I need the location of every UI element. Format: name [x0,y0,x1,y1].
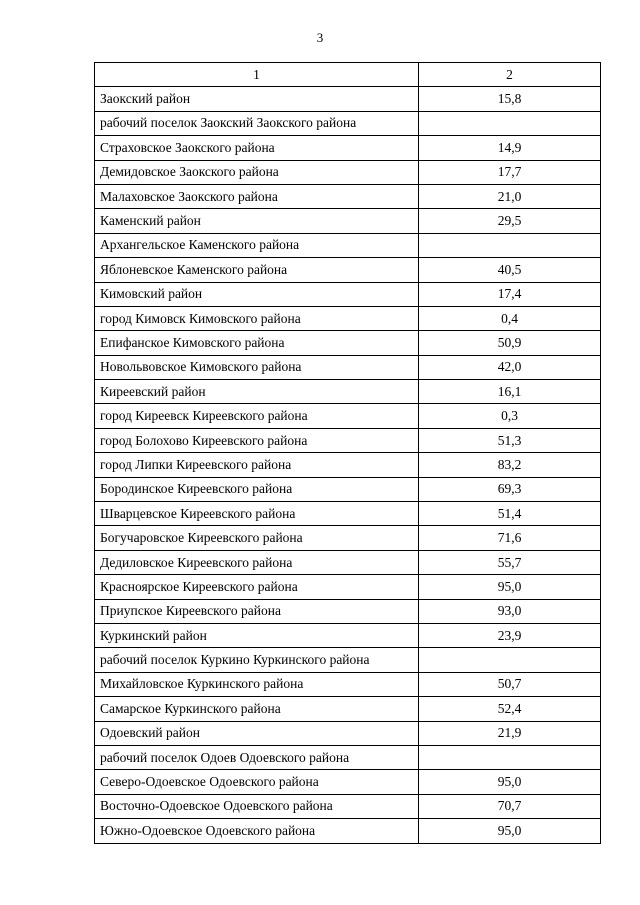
value-cell [419,111,601,135]
municipality-name-cell: рабочий поселок Одоев Одоевского района [95,745,419,769]
table-row [95,282,601,306]
municipality-name-cell: Заокский район [95,87,419,111]
page-number: 3 [316,30,324,45]
table-row [95,355,601,379]
table-row [95,502,601,526]
municipality-name-cell: Епифанское Кимовского района [95,331,419,355]
table-row [95,623,601,647]
municipality-name-cell: Яблоневское Каменского района [95,258,419,282]
value-cell: 51,3 [419,428,601,452]
value-cell: 50,7 [419,672,601,696]
value-cell: 29,5 [419,209,601,233]
table-row [95,745,601,769]
table-row [95,575,601,599]
municipality-name-cell: Северо-Одоевское Одоевского района [95,770,419,794]
municipality-name-cell: Шварцевское Киреевского района [95,502,419,526]
table-row [95,477,601,501]
value-cell: 71,6 [419,526,601,550]
value-cell: 23,9 [419,623,601,647]
municipality-name-cell: Бородинское Киреевского района [95,477,419,501]
municipality-name-cell: Киреевский район [95,380,419,404]
value-cell: 83,2 [419,453,601,477]
value-cell: 50,9 [419,331,601,355]
table-row [95,331,601,355]
municipality-name-cell: Малаховское Заокского района [95,184,419,208]
table-row [95,380,601,404]
municipality-name-cell: Куркинский район [95,623,419,647]
value-cell: 70,7 [419,794,601,818]
value-cell: 52,4 [419,697,601,721]
table-row [95,160,601,184]
municipality-name-cell: город Кимовск Кимовского района [95,306,419,330]
value-cell: 95,0 [419,770,601,794]
value-cell: 42,0 [419,355,601,379]
table-row [95,794,601,818]
value-cell: 16,1 [419,380,601,404]
table-row [95,672,601,696]
value-cell [419,233,601,257]
municipality-name-cell: Новольвовское Кимовского района [95,355,419,379]
column-header-2: 2 [419,63,601,87]
table-row [95,111,601,135]
table-row [95,184,601,208]
municipality-name-cell: Восточно-Одоевское Одоевского района [95,794,419,818]
table-row [95,453,601,477]
municipality-name-cell: Каменский район [95,209,419,233]
table-row [95,233,601,257]
table-row [95,428,601,452]
table-row [95,87,601,111]
value-cell: 0,3 [419,404,601,428]
value-cell: 95,0 [419,575,601,599]
column-header-1: 1 [95,63,419,87]
municipality-name-cell: город Липки Киреевского района [95,453,419,477]
municipality-name-cell: Одоевский район [95,721,419,745]
municipality-name-cell: Дедиловское Киреевского района [95,550,419,574]
value-cell: 55,7 [419,550,601,574]
value-cell [419,648,601,672]
municipality-name-cell: рабочий поселок Куркино Куркинского района [95,648,419,672]
table-row [95,819,601,843]
value-cell: 21,9 [419,721,601,745]
table-row [95,599,601,623]
municipality-name-cell: Богучаровское Киреевского района [95,526,419,550]
table-row [95,648,601,672]
value-cell: 14,9 [419,136,601,160]
municipality-name-cell: Кимовский район [95,282,419,306]
municipality-name-cell: Страховское Заокского района [95,136,419,160]
table-row [95,258,601,282]
value-cell: 17,7 [419,160,601,184]
municipality-name-cell: Архангельское Каменского района [95,233,419,257]
header-row [95,63,601,87]
table-row [95,209,601,233]
value-cell: 17,4 [419,282,601,306]
value-cell: 95,0 [419,819,601,843]
value-cell: 51,4 [419,502,601,526]
value-cell: 15,8 [419,87,601,111]
value-cell: 21,0 [419,184,601,208]
value-cell: 40,5 [419,258,601,282]
table-row [95,136,601,160]
municipality-name-cell: Красноярское Киреевского района [95,575,419,599]
table-row [95,526,601,550]
table-row [95,404,601,428]
municipality-name-cell: Самарское Куркинского района [95,697,419,721]
value-cell: 0,4 [419,306,601,330]
municipality-name-cell: рабочий поселок Заокский Заокского района [95,111,419,135]
municipality-name-cell: Южно-Одоевское Одоевского района [95,819,419,843]
table-body [95,87,601,843]
table-row [95,721,601,745]
municipality-name-cell: Демидовское Заокского района [95,160,419,184]
table-row [95,550,601,574]
value-cell [419,745,601,769]
data-table [94,62,601,844]
value-cell: 93,0 [419,599,601,623]
table-row [95,697,601,721]
table-row [95,306,601,330]
municipality-name-cell: город Болохово Киреевского района [95,428,419,452]
municipality-name-cell: город Киреевск Киреевского района [95,404,419,428]
table-header [95,63,601,87]
value-cell: 69,3 [419,477,601,501]
municipality-name-cell: Михайловское Куркинского района [95,672,419,696]
table-row [95,770,601,794]
municipality-name-cell: Приупское Киреевского района [95,599,419,623]
